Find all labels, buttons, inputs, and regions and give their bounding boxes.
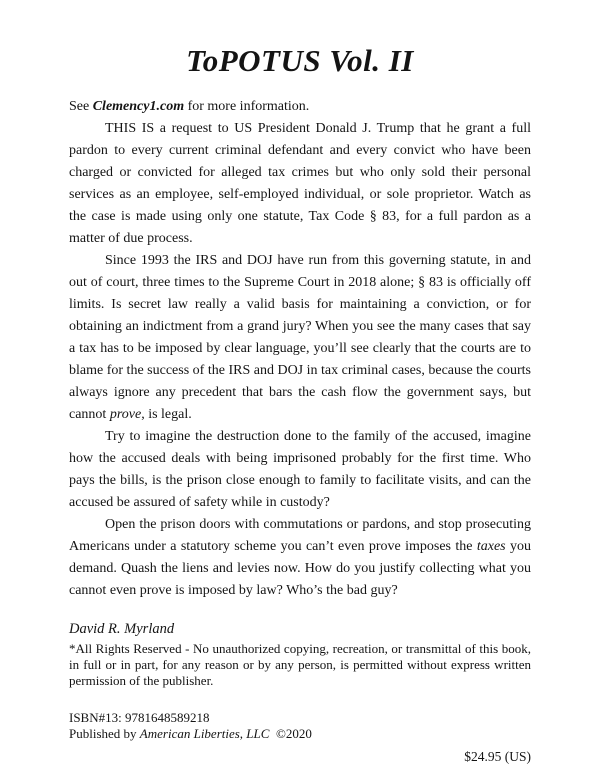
text-segment: Since 1993 the IRS and DOJ have run from this governing statute, in and out of court, three times to the Supreme Court in 2018 alone; § 83 is officially off limits. Is secret law really a valid basis for maintaining a conviction, or for obtaining an indictment from a grand jury? When you see the many cases that say a tax has to be imposed by clear language, you’ll see clearly that the courts are to blame for the success of the IRS and DOJ in tax criminal cases, because the courts always ignore any precedent that bars the cash flow the government says, but cannot	[69, 253, 531, 422]
text-segment: ©2020	[269, 725, 312, 741]
author-signature: David R. Myrland	[69, 621, 175, 637]
lead-line	[69, 96, 531, 118]
body-paragraph	[69, 118, 531, 250]
text-segment: Published by	[69, 725, 140, 741]
text-segment: Open the prison doors with commutations or pardons, and stop prosecuting Americans under a statutory scheme you can’t even prove imposes the	[69, 517, 531, 554]
body-paragraph	[69, 426, 531, 514]
body-paragraph	[69, 250, 531, 426]
colophon	[69, 710, 531, 741]
rights-notice: *All Rights Reserved - No unauthorized copying, recreation, or transmittal of this book, in full or in part, for any reason or by any person, is permitted without express written permission of the publisher.	[69, 641, 531, 688]
text-segment: you demand. Quash the liens and levies now. How do you justify collecting what you cannot even prove is imposed by law? Who’s the bad guy?	[69, 539, 531, 598]
text-segment: See	[69, 99, 93, 114]
text-segment: American Liberties, LLC	[139, 725, 270, 741]
text-segment: Try to imagine the destruction done to the family of the accused, imagine how the accused deals with being imprisoned probably for the first time. Who pays the bills, is the prison close enough to family to facilitate visits, and can the accused be assured of safety while in custody?	[69, 429, 531, 510]
text-segment: prove	[109, 407, 142, 422]
text-segment: THIS IS a request to US President Donald J. Trump that he grant a full pardon to every current criminal defendant and every convict who have been charged or convicted for alleged tax crimes but who only sold their personal services as an employee, self-employed individual, or sole proprietor. Watch as the case is made using only one statute, Tax Code § 83, for a full pardon as a matter of due process.	[69, 121, 531, 246]
book-title: ToPOTUS Vol. II	[186, 43, 414, 78]
publisher-line	[69, 726, 531, 742]
text-segment: for more information.	[184, 99, 310, 114]
isbn-line: ISBN#13: 9781648589218	[69, 710, 210, 725]
text-segment: , is legal.	[141, 407, 192, 422]
body-paragraph	[69, 514, 531, 602]
text-segment: taxes	[476, 539, 506, 554]
price-label: $24.95 (US)	[464, 749, 531, 764]
text-segment: Clemency1.com	[92, 99, 185, 114]
body-copy	[69, 96, 531, 602]
